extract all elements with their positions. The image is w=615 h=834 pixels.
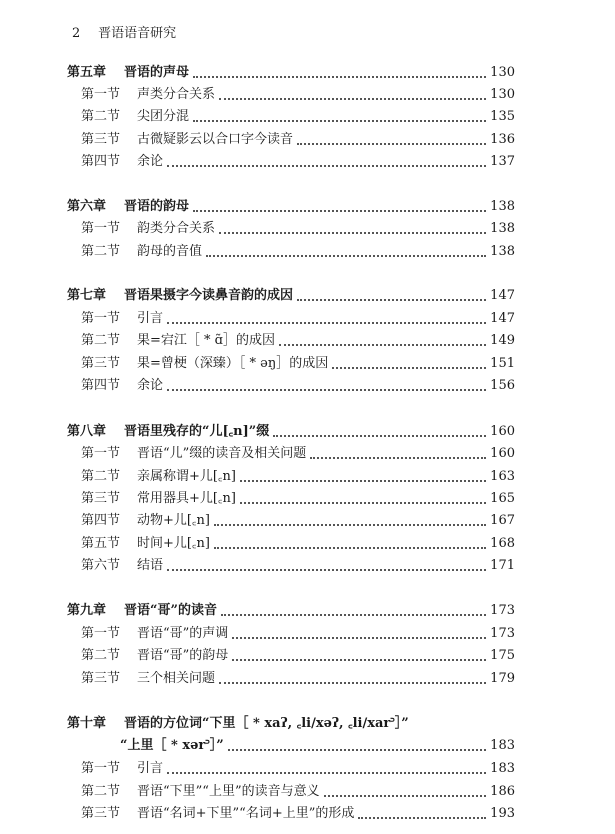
dot-leader bbox=[219, 98, 486, 100]
entry-title: 动物+儿[꜀n] bbox=[137, 513, 210, 528]
entry-title: 时间+儿[꜀n] bbox=[137, 536, 210, 551]
entry-number: 第三节 bbox=[81, 806, 121, 821]
entry-number: 第一节 bbox=[81, 87, 121, 102]
page-number: 2 bbox=[72, 26, 81, 41]
toc-chapter-entry[interactable] bbox=[0, 713, 615, 735]
toc-section-entry[interactable] bbox=[0, 330, 615, 352]
entry-page-number: 136 bbox=[490, 132, 515, 147]
toc-section-entry[interactable] bbox=[0, 353, 615, 375]
entry-page-number: 171 bbox=[490, 558, 515, 573]
toc-section-entry[interactable] bbox=[0, 510, 615, 532]
entry-page-number: 183 bbox=[490, 738, 515, 753]
entry-page-number: 149 bbox=[490, 333, 515, 348]
entry-title: 结语 bbox=[137, 558, 164, 573]
entry-number: 第三节 bbox=[81, 671, 121, 686]
entry-page-number: 173 bbox=[490, 603, 515, 618]
dot-leader bbox=[167, 569, 486, 571]
entry-title: 晋语“儿”缀的读音及相关问题 bbox=[137, 446, 307, 461]
entry-title: 晋语果摄字今读鼻音韵的成因 bbox=[124, 288, 294, 303]
entry-number: 第三节 bbox=[81, 132, 121, 147]
toc-section-entry[interactable] bbox=[0, 555, 615, 577]
entry-page-number: 163 bbox=[490, 469, 515, 484]
entry-page-number: 179 bbox=[490, 671, 515, 686]
toc-chapter-entry[interactable] bbox=[0, 196, 615, 218]
dot-leader bbox=[273, 435, 486, 437]
toc-section-entry[interactable] bbox=[0, 106, 615, 128]
toc-section-entry[interactable] bbox=[0, 623, 615, 645]
entry-page-number: 137 bbox=[490, 154, 515, 169]
dot-leader bbox=[193, 210, 486, 212]
entry-title: 古微疑影云以合口字今读音 bbox=[137, 132, 294, 147]
dot-leader bbox=[206, 255, 486, 257]
entry-page-number: 173 bbox=[490, 626, 515, 641]
entry-page-number: 147 bbox=[490, 311, 515, 326]
toc-section-entry[interactable] bbox=[0, 781, 615, 803]
entry-number: 第九章 bbox=[67, 603, 107, 618]
toc-section-entry[interactable] bbox=[0, 84, 615, 106]
dot-leader bbox=[219, 232, 486, 234]
entry-title: 引言 bbox=[137, 761, 164, 776]
entry-number: 第二节 bbox=[81, 648, 121, 663]
entry-number: 第二节 bbox=[81, 333, 121, 348]
toc-section-entry[interactable] bbox=[0, 375, 615, 397]
entry-number: 第一节 bbox=[81, 761, 121, 776]
entry-page-number: 168 bbox=[490, 536, 515, 551]
toc-section-entry[interactable] bbox=[0, 443, 615, 465]
entry-title: 韵母的音值 bbox=[137, 244, 203, 259]
toc-section-entry[interactable] bbox=[0, 218, 615, 240]
toc-section-entry[interactable] bbox=[0, 533, 615, 555]
dot-leader bbox=[214, 547, 486, 549]
entry-page-number: 130 bbox=[490, 87, 515, 102]
entry-number: 第二节 bbox=[81, 109, 121, 124]
entry-title: 余论 bbox=[137, 378, 164, 393]
dot-leader bbox=[232, 637, 486, 639]
entry-title: 晋语的韵母 bbox=[124, 199, 190, 214]
entry-title: 晋语的声母 bbox=[124, 65, 190, 80]
entry-title: 余论 bbox=[137, 154, 164, 169]
toc-section-entry[interactable] bbox=[0, 488, 615, 510]
toc-chapter-entry[interactable] bbox=[0, 421, 615, 443]
dot-leader bbox=[228, 749, 486, 751]
dot-leader bbox=[167, 389, 486, 391]
entry-number: 第二节 bbox=[81, 469, 121, 484]
toc-section-entry[interactable] bbox=[0, 668, 615, 690]
entry-page-number: 138 bbox=[490, 221, 515, 236]
dot-leader bbox=[297, 299, 486, 301]
dot-leader bbox=[310, 457, 486, 459]
running-header bbox=[72, 22, 176, 41]
entry-number: 第七章 bbox=[67, 288, 107, 303]
dot-leader bbox=[219, 682, 486, 684]
dot-leader bbox=[358, 817, 486, 819]
toc-chapter-entry[interactable] bbox=[0, 62, 615, 84]
dot-leader bbox=[214, 524, 486, 526]
entry-number: 第一节 bbox=[81, 221, 121, 236]
entry-title: 晋语“哥”的声调 bbox=[137, 626, 229, 641]
entry-title: “上里［ * xər꜄］” bbox=[120, 738, 224, 753]
entry-page-number: 186 bbox=[490, 784, 515, 799]
entry-number: 第二节 bbox=[81, 244, 121, 259]
entry-number: 第十章 bbox=[67, 716, 107, 731]
entry-number: 第四节 bbox=[81, 513, 121, 528]
dot-leader bbox=[279, 344, 486, 346]
entry-title: 果=宕江［ * ɑ̃］的成因 bbox=[137, 333, 275, 348]
entry-page-number: 193 bbox=[490, 806, 515, 821]
entry-number: 第五节 bbox=[81, 536, 121, 551]
toc-section-entry[interactable] bbox=[0, 129, 615, 151]
entry-page-number: 167 bbox=[490, 513, 515, 528]
entry-number: 第八章 bbox=[67, 424, 107, 439]
book-title: 晋语语音研究 bbox=[98, 26, 177, 41]
entry-number: 第五章 bbox=[67, 65, 107, 80]
toc-section-entry[interactable] bbox=[0, 151, 615, 173]
toc-section-entry[interactable] bbox=[0, 241, 615, 263]
entry-title: 尖团分混 bbox=[137, 109, 190, 124]
entry-page-number: 175 bbox=[490, 648, 515, 663]
toc-chapter-entry[interactable] bbox=[0, 285, 615, 307]
entry-page-number: 183 bbox=[490, 761, 515, 776]
entry-title: 晋语“下里”“上里”的读音与意义 bbox=[137, 784, 320, 799]
entry-title: 声类分合关系 bbox=[137, 87, 216, 102]
entry-page-number: 156 bbox=[490, 378, 515, 393]
entry-page-number: 147 bbox=[490, 288, 515, 303]
toc-section-entry[interactable] bbox=[0, 803, 615, 825]
dot-leader bbox=[193, 120, 486, 122]
entry-number: 第三节 bbox=[81, 356, 121, 371]
toc-section-entry[interactable] bbox=[0, 308, 615, 330]
dot-leader bbox=[193, 76, 486, 78]
entry-page-number: 160 bbox=[490, 424, 515, 439]
entry-page-number: 151 bbox=[490, 356, 515, 371]
entry-title: 晋语里残存的“儿[꜀n]”缀 bbox=[124, 424, 270, 439]
toc-section-entry[interactable] bbox=[0, 466, 615, 488]
dot-leader bbox=[167, 322, 486, 324]
toc-chapter-entry[interactable] bbox=[0, 600, 615, 622]
entry-number: 第二节 bbox=[81, 784, 121, 799]
dot-leader bbox=[240, 480, 486, 482]
dot-leader bbox=[232, 659, 486, 661]
entry-page-number: 138 bbox=[490, 199, 515, 214]
entry-number: 第三节 bbox=[81, 491, 121, 506]
entry-title: 晋语“哥”的韵母 bbox=[137, 648, 229, 663]
entry-title: 晋语“名词+下里”“名词+上里”的形成 bbox=[137, 806, 355, 821]
dot-leader bbox=[324, 795, 487, 797]
dot-leader bbox=[167, 165, 486, 167]
entry-number: 第六节 bbox=[81, 558, 121, 573]
entry-title: 晋语的方位词“下里［ * xaʔ, ꜀li/xəʔ, ꜀li/xar꜄］” bbox=[124, 716, 409, 731]
entry-title: 三个相关问题 bbox=[137, 671, 216, 686]
entry-title: 引言 bbox=[137, 311, 164, 326]
dot-leader bbox=[297, 143, 486, 145]
toc-chapter-continuation[interactable] bbox=[0, 735, 615, 757]
dot-leader bbox=[167, 772, 486, 774]
entry-page-number: 135 bbox=[490, 109, 515, 124]
entry-number: 第一节 bbox=[81, 311, 121, 326]
entry-title: 韵类分合关系 bbox=[137, 221, 216, 236]
toc-section-entry[interactable] bbox=[0, 645, 615, 667]
entry-number: 第六章 bbox=[67, 199, 107, 214]
dot-leader bbox=[332, 367, 486, 369]
entry-title: 亲属称谓+儿[꜀n] bbox=[137, 469, 236, 484]
entry-number: 第四节 bbox=[81, 154, 121, 169]
toc-section-entry[interactable] bbox=[0, 758, 615, 780]
entry-title: 晋语“哥”的读音 bbox=[124, 603, 217, 618]
entry-title: 常用器具+儿[꜀n] bbox=[137, 491, 236, 506]
entry-page-number: 165 bbox=[490, 491, 515, 506]
entry-number: 第一节 bbox=[81, 446, 121, 461]
dot-leader bbox=[240, 502, 486, 504]
dot-leader bbox=[221, 614, 486, 616]
entry-page-number: 160 bbox=[490, 446, 515, 461]
entry-page-number: 130 bbox=[490, 65, 515, 80]
entry-number: 第四节 bbox=[81, 378, 121, 393]
entry-title: 果=曾梗（深臻）［ * əŋ］的成因 bbox=[137, 356, 329, 371]
entry-page-number: 138 bbox=[490, 244, 515, 259]
entry-number: 第一节 bbox=[81, 626, 121, 641]
